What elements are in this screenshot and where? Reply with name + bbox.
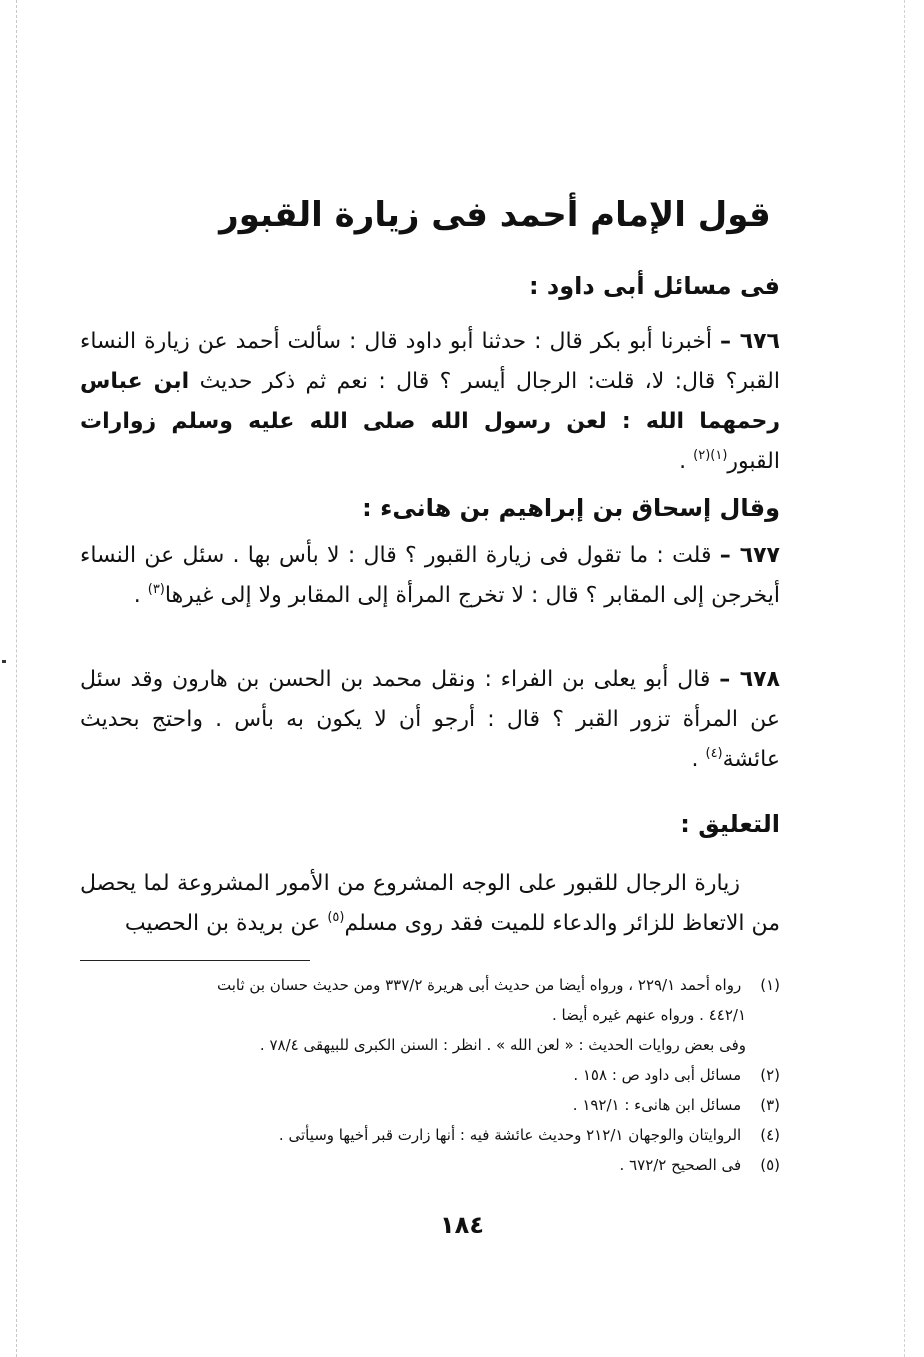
footnote-4-label: (٤) (760, 1126, 780, 1144)
section3-text-plain: قال أبو يعلى بن الفراء : ونقل محمد بن الحسن بن هارون وقد سئل عن المرأة تزور القبر ؟ قال : أرجو أن لا يكون به بأس . واحتج بحديث عائشة (80, 667, 780, 772)
section1-note-refs: (١)(٢) (693, 448, 728, 463)
commentary-note-ref: (٥) (327, 910, 345, 925)
section2-note-ref: (٣) (147, 582, 165, 597)
section2-item-number: ٦٧٧ – (719, 543, 780, 568)
section1-text-end: القبور (727, 449, 780, 474)
footnote-2-text: مسائل أبى داود ص : ١٥٨ . (573, 1066, 742, 1084)
footnote-1-continuation: ٤٤٢/١ . ورواه عنهم غيره أيضا . (552, 1006, 746, 1024)
footnote-3-text: مسائل ابن هانىء : ١٩٢/١ . (572, 1096, 742, 1114)
scan-speck (2, 660, 6, 663)
footnote-5-label: (٥) (760, 1156, 780, 1174)
commentary-text-end: عن بريدة بن الحصيب (124, 911, 328, 936)
footnote-2 (80, 1060, 780, 1090)
footnote-1 (80, 970, 780, 1000)
page-title: قول الإمام أحمد فى زيارة القبور (219, 195, 771, 235)
footnote-2-label: (٢) (760, 1066, 780, 1084)
footnote-3 (80, 1090, 780, 1120)
section1-text-close: . (679, 449, 694, 474)
footnote-5 (80, 1150, 780, 1180)
footnote-1-text: رواه أحمد ٢٢٩/١ ، ورواه أيضا من حديث أبى هريرة ٣٣٧/٢ ومن حديث حسان بن ثابت (217, 976, 742, 994)
section2-text-plain: قلت : ما تقول فى زيارة القبور ؟ قال : لا بأس بها . سئل عن النساء أيخرجن إلى المقابر ؟ قال : لا تخرج المرأة إلى المقابر ولا إلى غيرها (80, 543, 780, 608)
scan-edge-left (16, 0, 17, 1357)
commentary-heading: التعليق : (680, 810, 780, 838)
section3-text-close: . (691, 747, 706, 772)
footnote-5-text: فى الصحيح ٦٧٢/٢ . (619, 1156, 742, 1174)
section3-item-number: ٦٧٨ – (719, 667, 780, 692)
section2-text-close: . (133, 583, 148, 608)
footnote-4-text: الروايتان والوجهان ٢١٢/١ وحديث عائشة فيه : أنها زارت قبر أخيها وسيأتى . (278, 1126, 742, 1144)
section1-item-number: ٦٧٦ – (720, 329, 780, 354)
section1-paragraph (80, 322, 780, 482)
footnote-3-label: (٣) (760, 1096, 780, 1114)
section3-note-ref: (٤) (705, 746, 723, 761)
footnote-4 (80, 1120, 780, 1150)
section1-heading: فى مسائل أبى داود : (528, 272, 780, 300)
footnotes (80, 970, 780, 1180)
footnote-1-extra: وفى بعض روايات الحديث : « لعن الله » . انظر : السنن الكبرى للبيهقى ٧٨/٤ . (259, 1036, 746, 1054)
section2-paragraph (80, 536, 780, 616)
scan-edge-right (904, 0, 905, 1357)
section3-paragraph (80, 660, 780, 780)
footnote-1-label: (١) (760, 976, 780, 994)
section2-heading: وقال إسحاق بن إبراهيم بن هانىء : (362, 494, 780, 522)
footnote-divider (80, 960, 310, 961)
section1-text-bold: ابن عباس رحمهما الله : لعن رسول الله صلى الله عليه وسلم زوارات (80, 369, 780, 434)
page-number: ١٨٤ (440, 1211, 484, 1239)
commentary-text-start: زيارة الرجال للقبور على الوجه المشروع من الأمور المشروعة لما يحصل من الاتعاظ للزائر والدعاء للميت فقد روى مسلم (80, 871, 780, 936)
commentary-paragraph (80, 864, 780, 944)
section1-text-plain: أخبرنا أبو بكر قال : حدثنا أبو داود قال : سألت أحمد عن زيارة النساء القبر؟ قال: لا، قلت: الرجال أيسر ؟ قال : نعم ثم ذكر حديث (80, 329, 780, 394)
